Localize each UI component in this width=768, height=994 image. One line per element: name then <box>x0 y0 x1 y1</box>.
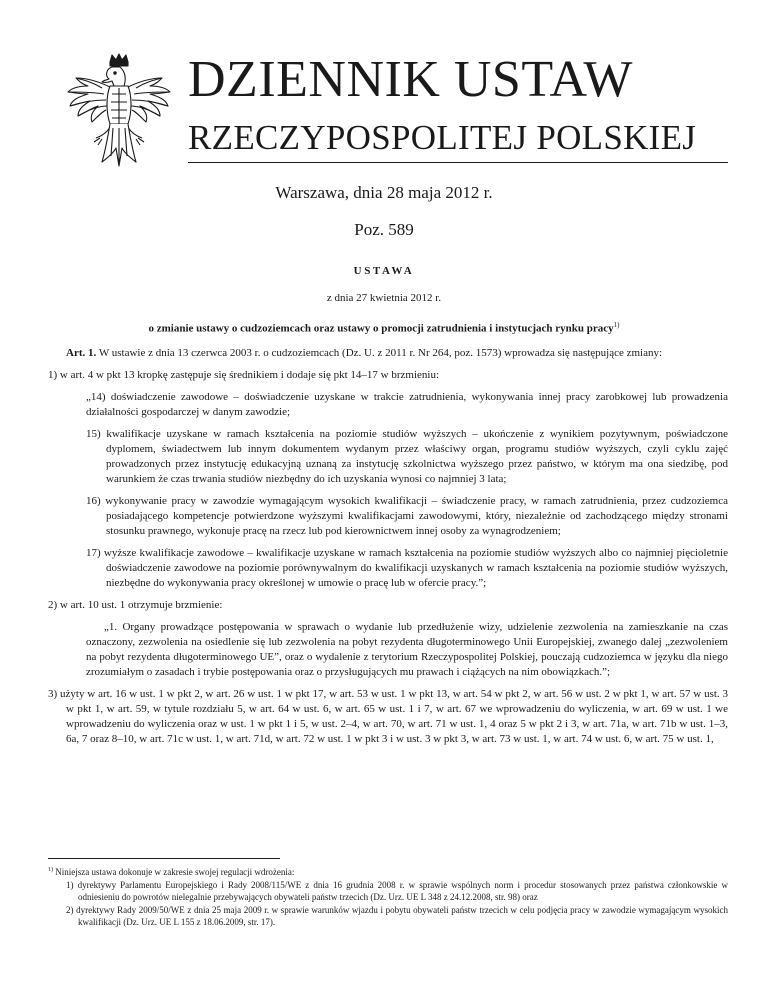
point-1-sub-15: 15) kwalifikacje uzyskane w ramach kształcenia na poziomie studiów wyższych – ukończenie z wynikiem pozytywnym, poświadczone dyplomem, świadectwem lub innym dokumentem wydanym przez właściwy organ, programu studiów wyższych, czyli cyklu zajęć prowadzonych przez instytucję edukacyjną uznaną za instytucję szkolnictwa wyższego przez państwo, w którym ma ona siedzibę, pod warunkiem że czas trwania studiów niezbędny do ich uzyskania wynosi co najmniej 3 lata; <box>86 428 728 485</box>
point-1-sub-17: 17) wyższe kwalifikacje zawodowe – kwalifikacje uzyskane w ramach kształcenia na poziomie studiów wyższych albo co najmniej pięcioletnie doświadczenie zawodowe na poziomie porównywalnym do kwalifikacji uzyskanych w ramach kształcenia na poziomie studiów wyższych, niezbędne do wykonywania pracy określonej w umowie o pracę lub w ofercie pracy.”; <box>86 547 728 589</box>
footnote-item-1: 1) dyrektywy Parlamentu Europejskiego i Rady 2008/115/WE z dnia 16 grudnia 2008 r. w sprawie wspólnych norm i procedur stosowanych przez państwa członkowskie w odniesieniu do powrotów nielegalnie przebywających obywateli państw trzecich (Dz. Urz. UE L 348 z 24.12.2008, str. 98) oraz <box>66 880 728 902</box>
point-3: 3) użyty w art. 16 w ust. 1 w pkt 2, w art. 26 w ust. 1 w pkt 17, w art. 53 w ust. 1 w pkt 13, w art. 54 w pkt 2, w art. 56 w ust. 2 w pkt 1, w art. 57 w ust. 3 w pkt 1, w art. 59, w tytule rozdziału 5, w art. 64 w ust. 6, w art. 65 w ust. 1 i 7, w art. 67 we wprowadzeniu do wyliczenia, w art. 69 w ust. 1 we wprowadzeniu do wyliczenia oraz w ust. 1 w pkt 1 i 5, w ust. 2–4, w art. 70, w art. 71 w ust. 1, 4 oraz 5 w pkt 2 i 3, w art. 71a, w art. 71b w ust. 1–3, 6a, 7 oraz 8–10, w art. 71c w ust. 1, w art. 71d, w art. 72 w ust. 1 w pkt 3 i w ust. 3 w pkt 3, w art. 73 w ust. 1, w art. 74 w ust. 6, w art. 75 w ust. 1, <box>48 688 728 745</box>
journal-subtitle: RZECZYPOSPOLITEJ POLSKIEJ <box>188 118 697 157</box>
position-number: Poz. 589 <box>354 220 414 239</box>
act-type: USTAWA <box>353 265 415 277</box>
journal-title: DZIENNIK USTAW <box>188 51 633 108</box>
act-date: z dnia 27 kwietnia 2012 r. <box>326 292 442 304</box>
footnote-marker: 1) <box>48 867 53 873</box>
point-1: 1) w art. 4 w pkt 13 kropkę zastępuje się średnikiem i dodaje się pkt 14–17 w brzmieniu: <box>48 369 440 381</box>
act-title-footnote-marker[interactable]: 1) <box>613 321 620 329</box>
footnote <box>48 864 728 929</box>
point-2: 2) w art. 10 ust. 1 otrzymuje brzmienie: <box>48 599 223 611</box>
point-1-sub-14: „14) doświadczenie zawodowe – doświadczenie uzyskane w trakcie zatrudnienia, wykonywania innej pracy zarobkowej lub prowadzenia działalności gospodarczej w danym zawodzie; <box>86 391 728 418</box>
footnote-divider <box>48 858 280 859</box>
article-1 <box>48 346 728 361</box>
point-1-sub-16: 16) wykonywanie pracy w zawodzie wymagającym wysokich kwalifikacji – świadczenie pracy, w ramach zatrudnienia, przez cudzoziemca posiadającego kompetencje potwierdzone wyższymi kwalifikacjami zawodowymi, który, niezależnie od zachodzącego między stronami stosunku prawnego, wykonuje pracę na rzecz lub pod kierownictwem innej osoby za wynagrodzeniem; <box>86 495 728 537</box>
masthead-divider <box>188 162 728 163</box>
polish-eagle-emblem-icon <box>62 52 176 170</box>
footnote-item-2: 2) dyrektywy Rady 2009/50/WE z dnia 25 maja 2009 r. w sprawie warunków wjazdu i pobytu obywateli państw trzecich w celu podjęcia pracy w zawodzie wymagającym wysokich kwalifikacji (Dz. Urz. UE L 155 z 18.06.2009, str. 17). <box>66 905 728 927</box>
act-body <box>48 346 728 754</box>
act-title-text: o zmianie ustawy o cudzoziemcach oraz ustawy o promocji zatrudnienia i instytucjach rynku pracy <box>148 322 614 335</box>
footnote-head <box>48 864 728 878</box>
point-2-quote: „1. Organy prowadzące postępowania w sprawach o wydanie lub przedłużenie wizy, udzielenie zezwolenia na zamieszkanie na czas oznaczony, zezwolenia na osiedlenie się lub zezwolenia na pobyt rezydenta długoterminowego Unii Europejskiej, zwanego dalej „zezwoleniem na pobyt rezydenta długoterminowego UE”, oraz o wydalenie z terytorium Rzeczypospolitej Polskiej, pouczają cudzoziemca w języku dla niego zrozumiałym o zasadach i trybie postępowania oraz o przysługujących mu prawach i ciążących na nim obowiązkach.”; <box>86 621 728 678</box>
dateline: Warszawa, dnia 28 maja 2012 r. <box>275 183 493 202</box>
article-1-text: W ustawie z dnia 13 czerwca 2003 r. o cudzoziemcach (Dz. U. z 2011 r. Nr 264, poz. 1573) wprowadza się następujące zmiany: <box>98 347 663 359</box>
article-1-label: Art. 1. <box>66 347 97 359</box>
footnote-head-text: Niniejsza ustawa dokonuje w zakresie swojej regulacji wdrożenia: <box>55 867 295 877</box>
act-title <box>0 321 768 335</box>
